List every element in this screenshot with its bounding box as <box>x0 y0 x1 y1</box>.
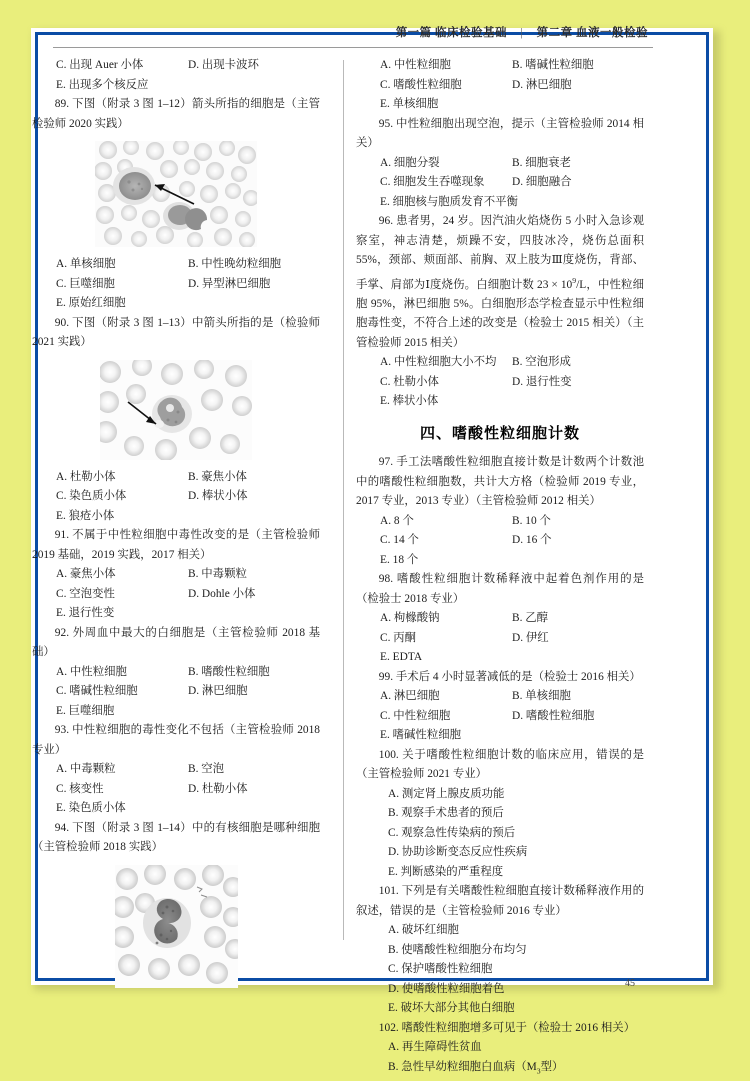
q98-options <box>356 609 644 668</box>
option-item: C. 观察急性传染病的预后 <box>388 826 516 839</box>
question-96-exponent: 9 <box>572 275 577 285</box>
option-item: D. 出现卡波环 <box>188 59 259 71</box>
q101-options <box>356 921 644 1019</box>
q100-options <box>356 785 644 883</box>
option-item: E. 单核细胞 <box>380 98 439 110</box>
option-item: D. 退行性变 <box>512 375 572 388</box>
option-item: A. 淋巴细胞 <box>380 690 440 703</box>
option-item: B. 中性晚幼粒细胞 <box>188 258 282 270</box>
question-93-stem: 93. 中性粒细胞的毒性变化不包括（主管检验师 2018 专业） <box>32 724 320 756</box>
option-item: C. 空泡变性 <box>56 587 115 600</box>
option-item: C. 嗜酸性粒细胞 <box>380 78 462 91</box>
option-item: B. 观察手术患者的预后 <box>388 807 504 820</box>
question-94-stem: 94. 下图（附录 3 图 1–14）中的有核细胞是哪种细胞（主管检验师 2018 实践） <box>32 821 320 853</box>
question-96-stem-part1: 96. 患者男，24 岁。因汽油火焰烧伤 5 小时入急诊观察室，神志清楚，烦躁不安，四肢冰冷，烧伤总面积 55%，颈部、颊面部、前胸、双上肢为Ⅲ度烧伤，背部、手掌、肩部为Ⅰ度烧伤。白细胞计数 23 × 10 <box>356 215 644 291</box>
question-89-stem: 89. 下图（附录 3 图 1–12）箭头所指的细胞是（主管检验师 2020 实践） <box>32 98 320 130</box>
question-98-stem: 98. 嗜酸性粒细胞计数稀释液中起着色剂作用的是（检验士 2018 专业） <box>356 573 644 605</box>
q94-options <box>356 56 644 115</box>
option-item: B. 10 个 <box>512 514 551 527</box>
option-item: C. 核变性 <box>56 782 104 795</box>
option-item: E. 细胞核与胞质发育不平衡 <box>380 195 518 208</box>
option-item: A. 单核细胞 <box>56 258 116 270</box>
option-item: B. 嗜碱性粒细胞 <box>512 59 594 71</box>
option-item: C. 嗜碱性粒细胞 <box>56 685 138 697</box>
option-item: D. 杜勒小体 <box>188 782 248 795</box>
option-item: D. 棒状小体 <box>188 490 248 502</box>
option-item: E. 染色质小体 <box>56 802 126 814</box>
q99-options <box>356 687 644 746</box>
question-102-stem: 102. 嗜酸性粒细胞增多可见于（检验士 2016 相关） <box>378 1021 636 1034</box>
q96-options <box>356 353 644 412</box>
option-item: D. Dohle 小体 <box>188 587 256 600</box>
column-divider <box>343 60 344 940</box>
q93-options <box>32 760 320 819</box>
blood-smear-micrograph-2 <box>100 360 252 460</box>
question-97-stem: 97. 手工法嗜酸性粒细胞直接计数是计数两个计数池中的嗜酸性粒细胞数，共计大方格（检验师 2019 专业，2017 专业，2013 专业）（主管检验师 2012 相关） <box>356 456 644 508</box>
option-item: A. 破坏红细胞 <box>388 924 459 937</box>
question-100-stem: 100. 关于嗜酸性粒细胞计数的临床应用，错误的是（主管检验师 2021 专业） <box>356 748 644 781</box>
question-101-stem: 101. 下列是有关嗜酸性粒细胞直接计数稀释液作用的叙述，错误的是（主管检验师 2016 专业） <box>356 885 644 917</box>
option-item: A. 中性粒细胞大小不均 <box>380 356 497 369</box>
option-item: C. 保护嗜酸性粒细胞 <box>388 963 493 976</box>
option-item: E. 18 个 <box>380 553 419 566</box>
option-item: A. 8 个 <box>380 514 414 527</box>
q90-options <box>32 468 320 527</box>
option-item: B. 空泡形成 <box>512 356 571 369</box>
option-item: E. EDTA <box>380 651 423 664</box>
option-item: A. 中性粒细胞 <box>380 59 451 71</box>
option-item: A. 豪焦小体 <box>56 568 116 580</box>
q97-options <box>356 512 644 571</box>
option-item: B. 细胞衰老 <box>512 156 571 169</box>
question-91-stem: 91. 不属于中性粒细胞中毒性改变的是（主管检验师 2019 基础，2019 实践，2017 相关） <box>32 529 320 561</box>
option-item: C. 出现 Auer 小体 <box>56 59 144 71</box>
option-item: B. 嗜酸性粒细胞 <box>188 665 270 678</box>
q91-options <box>32 565 320 624</box>
option-item: D. 淋巴细胞 <box>188 685 248 697</box>
option-item: B. 单核细胞 <box>512 690 571 703</box>
page-number: 45 <box>625 978 635 987</box>
question-95-stem: 95. 中性粒细胞出现空泡，提示（主管检验师 2014 相关） <box>356 117 644 149</box>
option-item: D. 异型淋巴细胞 <box>188 277 271 290</box>
option-item: B. 乙醇 <box>512 612 549 625</box>
running-head-chapter: 第二章 血液一般检验 <box>536 27 648 39</box>
question-92-stem: 92. 外周血中最大的白细胞是（主管检验师 2018 基础） <box>32 626 320 658</box>
option-item-tail: 型） <box>540 1060 564 1073</box>
q95-options <box>356 154 644 213</box>
q88-options-tail <box>32 56 320 95</box>
option-item: E. 狼疮小体 <box>56 509 115 522</box>
option-item: C. 巨噬细胞 <box>56 277 115 290</box>
option-item: B. 空泡 <box>188 763 225 775</box>
option-item: E. 巨噬细胞 <box>56 704 115 717</box>
option-item: E. 判断感染的严重程度 <box>388 865 504 878</box>
option-item: D. 细胞融合 <box>512 176 572 188</box>
question-90-stem: 90. 下图（附录 3 图 1–13）中箭头所指的是（检验师 2021 实践） <box>32 316 320 348</box>
option-item: E. 嗜碱性粒细胞 <box>380 729 461 742</box>
blood-smear-micrograph-1 <box>95 141 257 247</box>
option-item: C. 中性粒细胞 <box>380 709 451 722</box>
question-96-stem-part2: /L，中性粒细胞 95%，淋巴细胞 5%。白细胞形态学检查显示中性粒细胞毒性变，不符合上述的改变是（检验士 2015 相关）（主管检验师 2015 相关） <box>356 278 645 349</box>
running-head <box>31 24 651 40</box>
q102-options <box>356 1038 644 1080</box>
option-item-subscript: 3 <box>536 1066 541 1076</box>
option-item: A. 测定肾上腺皮质功能 <box>388 787 505 800</box>
option-item: B. 豪焦小体 <box>188 470 247 483</box>
right-column <box>356 56 644 1081</box>
blood-smear-micrograph-3 <box>115 865 238 988</box>
option-item: C. 染色质小体 <box>56 490 127 502</box>
option-item: C. 杜勒小体 <box>380 375 439 388</box>
running-head-rule <box>53 47 653 48</box>
option-item: C. 丙酮 <box>380 631 417 644</box>
option-item: A. 细胞分裂 <box>380 156 440 169</box>
option-item: B. 使嗜酸性粒细胞分布均匀 <box>388 943 527 956</box>
option-item: D. 16 个 <box>512 534 552 547</box>
option-item: C. 细胞发生吞噬现象 <box>380 176 485 188</box>
option-item: D. 淋巴细胞 <box>512 78 572 91</box>
option-item: A. 再生障碍性贫血 <box>388 1041 482 1054</box>
option-item: A. 杜勒小体 <box>56 470 116 483</box>
option-item: A. 中毒颗粒 <box>56 763 116 775</box>
option-item: A. 枸橼酸钠 <box>380 612 440 625</box>
option-item: E. 退行性变 <box>56 607 115 619</box>
option-item: A. 中性粒细胞 <box>56 665 127 678</box>
option-item: C. 14 个 <box>380 534 419 547</box>
running-head-part: 第一篇 临床检验基础 <box>395 27 508 39</box>
q89-options <box>32 255 320 314</box>
option-item: E. 破坏大部分其他白细胞 <box>388 1002 515 1015</box>
option-item: B. 中毒颗粒 <box>188 568 247 580</box>
question-99-stem: 99. 手术后 4 小时显著减低的是（检验士 2016 相关） <box>378 670 641 683</box>
running-head-separator: | <box>520 27 524 39</box>
option-item-text: B. 急性早幼粒细胞白血病（M <box>388 1060 537 1073</box>
option-item: D. 使嗜酸性粒细胞着色 <box>388 982 505 995</box>
option-item: D. 嗜酸性粒细胞 <box>512 709 595 722</box>
option-item: E. 原始红细胞 <box>56 297 126 309</box>
question-96-stem <box>356 212 644 353</box>
section-heading: 四、嗜酸性粒细胞计数 <box>419 425 580 442</box>
option-item: D. 协助诊断变态反应性疾病 <box>388 846 528 859</box>
left-column <box>32 56 320 996</box>
option-item: D. 伊红 <box>512 631 549 644</box>
q92-options <box>32 663 320 722</box>
option-item <box>380 1058 644 1081</box>
option-item: E. 棒状小体 <box>380 395 439 408</box>
option-item: E. 出现多个核反应 <box>56 78 149 91</box>
